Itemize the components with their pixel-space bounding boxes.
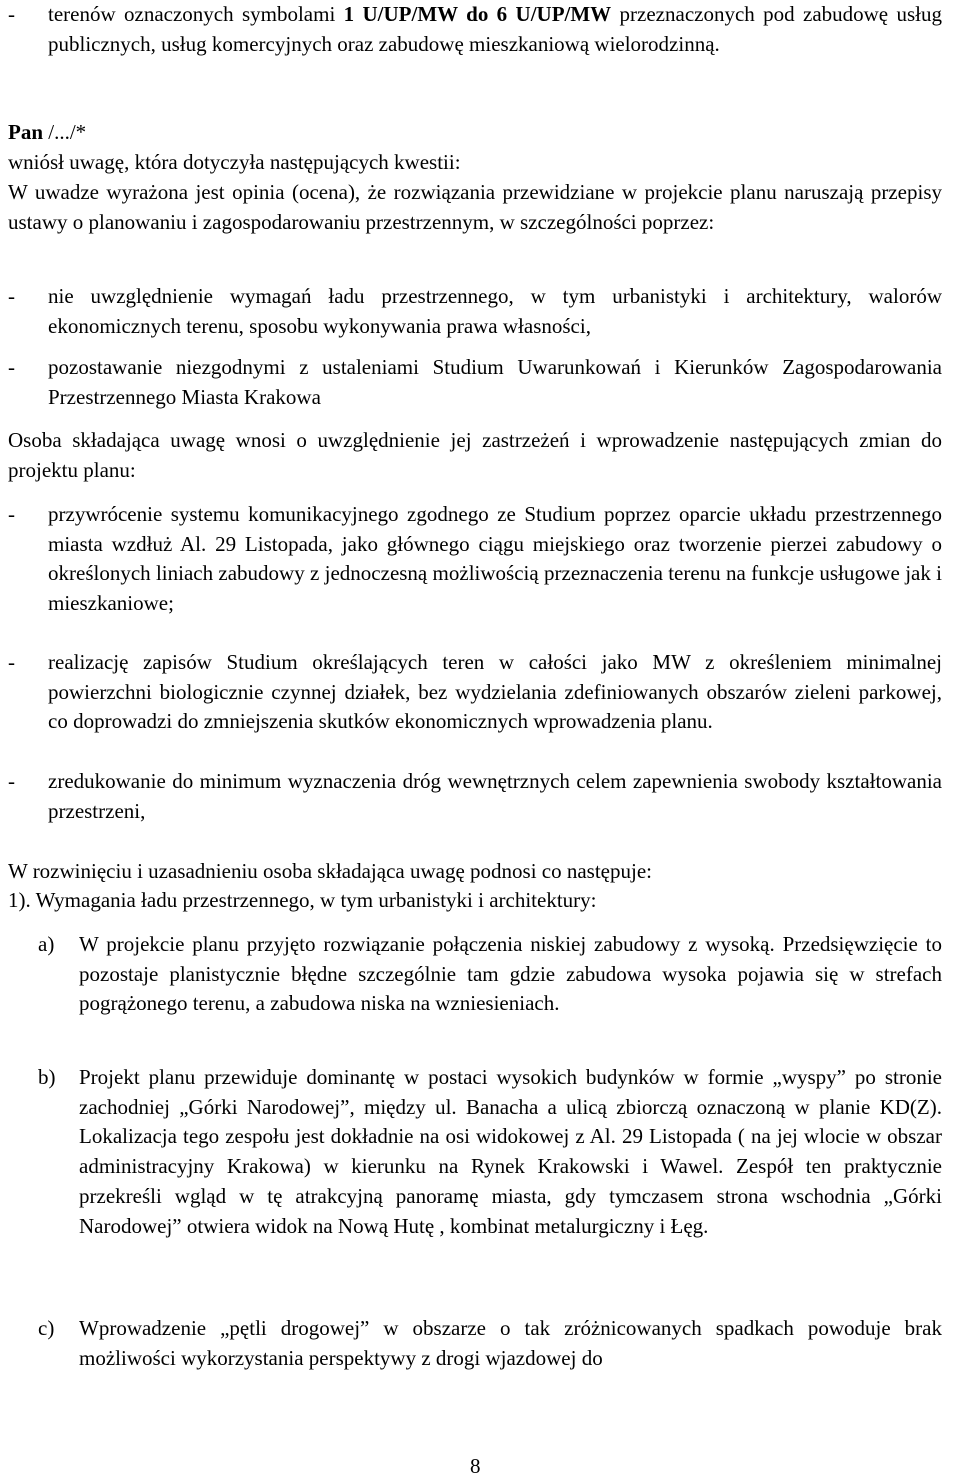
list-dash: -: [8, 355, 15, 379]
sub-point-text: W projekcie planu przyjęto rozwiązanie połączenia niskiej zabudowy z wysoką. Przedsięwzięcie to pozostaje planistycznie błędne szczególnie tam gdzie zabudowa wysoka pojawia się w strefach pogrążonego terenu, a zabudowa niska na wzniesieniach.: [79, 932, 942, 1016]
intro-item-text: terenów oznaczonych symbolami 1 U/UP/MW do 6 U/UP/MW przeznaczonych pod zabudowę usług publicznych, usług komercyjnych oraz zabudowę mieszkaniową wielorodzinną.: [48, 2, 942, 56]
list-dash: -: [8, 502, 15, 526]
sub-point-text: Wprowadzenie „pętli drogowej” w obszarze o tak zróżnicowanych spadkach powoduje brak możliwości wykorzystania perspektywy z drogi wjazdowej do: [79, 1316, 942, 1370]
para-osoba: Osoba składająca uwagę wnosi o uwzględnienie jej zastrzeżeń i wprowadzenie następujących zmian do projektu planu:: [8, 428, 942, 482]
change-item-1: [8, 500, 942, 619]
change-item-2: [8, 648, 942, 737]
para-wniosl: wniósł uwagę, która dotyczyła następujących kwestii:: [8, 150, 461, 174]
violation-item-2: [8, 353, 942, 412]
sub-point-text: Projekt planu przewiduje dominantę w postaci wysokich budynków w formie „wyspy” po stronie zachodniej „Górki Narodowej”, między ul. Banacha a ulicą zbiorczą oznaczoną w planie KD(Z). Lokalizacja tego zespołu jest dokładnie na osi widokowej z Al. 29 Listopada ( na jej wlocie w obszar administracyjny Krakowa) w kierunku na Rynek Krakowski i Wawel. Zespół ten praktycznie przekreśli wgląd w tę atrakcyjną panoramę miasta, gdy tymczasem strona wschodnia „Górki Narodowej” otwiera widok na Nową Hutę , kombinat metalurgiczny i Łęg.: [79, 1065, 942, 1238]
zone-symbols: 1 U/UP/MW do 6 U/UP/MW: [343, 2, 612, 26]
violation-text: pozostawanie niezgodnymi z ustaleniami Studium Uwarunkowań i Kierunków Zagospodarowania Przestrzennego Miasta Krakowa: [48, 355, 942, 409]
violation-item-1: [8, 282, 942, 341]
list-dash: -: [8, 650, 15, 674]
para-opinion: W uwadze wyrażona jest opinia (ocena), że rozwiązania przewidziane w projekcie planu naruszają przepisy ustawy o planowaniu i zagospodarowaniu przestrzennym, w szczególności poprzez:: [8, 180, 942, 234]
sub-point-c: [38, 1314, 942, 1373]
para-point1: 1). Wymagania ładu przestrzennego, w tym urbanistyki i architektury:: [8, 888, 597, 912]
intro-list-item: [8, 0, 942, 59]
para-rozwiniecie: W rozwinięciu i uzasadnieniu osoba składająca uwagę podnosi co następuje:: [8, 859, 652, 883]
pan-line: Pan /.../*: [8, 120, 87, 144]
list-dash: -: [8, 2, 15, 26]
change-item-3: [8, 767, 942, 826]
page-number: 8: [470, 1454, 481, 1478]
change-text: realizację zapisów Studium określających teren w całości jako MW z określeniem minimalnej powierzchni biologicznie czynnej działek, bez wydzielania zdefiniowanych obszarów zieleni parkowej, co doprowadzi do zmniejszenia skutków ekonomicznych wprowadzenia planu.: [48, 650, 942, 734]
sub-point-a: [38, 930, 942, 1019]
sub-point-label: a): [38, 932, 55, 956]
list-dash: -: [8, 284, 15, 308]
list-dash: -: [8, 769, 15, 793]
sub-point-label: c): [38, 1316, 55, 1340]
sub-point-b: [38, 1063, 942, 1241]
sub-point-label: b): [38, 1065, 56, 1089]
change-text: przywrócenie systemu komunikacyjnego zgodnego ze Studium poprzez oparcie układu przestrzennego miasta wzdłuż Al. 29 Listopada, jako głównego ciągu miejskiego oraz tworzenie pierzei zabudowy o określonych liniach zabudowy z jednoczesną możliwością przeznaczenia terenu na funkcje usługowe jak i mieszkaniowe;: [48, 502, 942, 616]
violation-text: nie uwzględnienie wymagań ładu przestrzennego, w tym urbanistyki i architektury, walorów ekonomicznych terenu, sposobu wykonywania prawa własności,: [48, 284, 942, 338]
change-text: zredukowanie do minimum wyznaczenia dróg wewnętrznych celem zapewnienia swobody kształtowania przestrzeni,: [48, 769, 942, 823]
